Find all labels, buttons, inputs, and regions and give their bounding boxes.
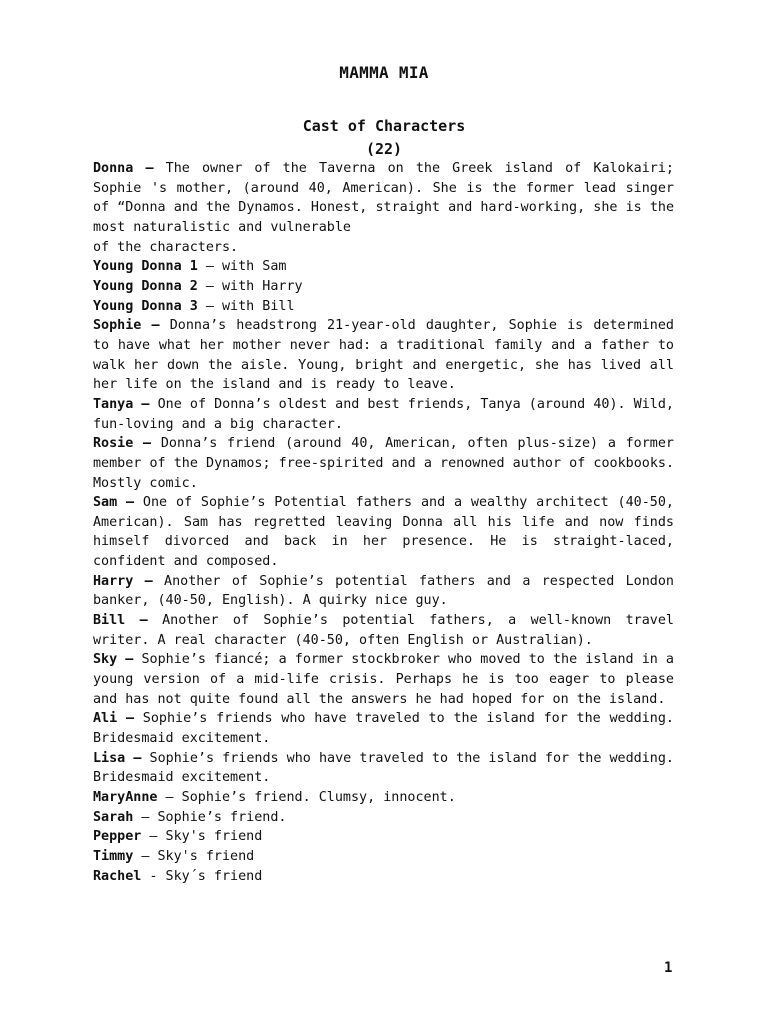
cast-entry-young-donna-3 <box>93 297 674 317</box>
cast-entry-sam <box>93 493 674 572</box>
cast-entry-lisa <box>93 749 674 788</box>
character-description: Another of Sophie’s potential fathers, a well-known travel writer. A real character (40-50, often English or Australian). <box>93 613 674 648</box>
character-name: Rosie – <box>93 436 152 452</box>
cast-entry-harry <box>93 572 674 611</box>
cast-entry-pepper <box>93 827 674 847</box>
character-description: Sophie’s fiancé; a former stockbroker who moved to the island in a young version of a mid-life crisis. Perhaps he is too eager to please and has not quite found all the answers he had hoped for on the island. <box>93 652 674 707</box>
cast-entry-rosie <box>93 434 674 493</box>
character-description: Donna’s headstrong 21-year-old daughter, Sophie is determined to have what her mother never had: a traditional family and a father to walk her down the aisle. Young, bright and energetic, she has lived all her life on the island and is ready to leave. <box>93 318 674 393</box>
cast-entry-maryanne <box>93 788 674 808</box>
character-description: - Sky´s friend <box>141 868 263 884</box>
character-description: Donna’s friend (around 40, American, often plus-size) a former member of the Dynamos; free-spirited and a renowned author of cookbooks. Mostly comic. <box>93 436 674 491</box>
cast-entry-young-donna-1 <box>93 257 674 277</box>
character-name: Young Donna 1 <box>93 259 198 275</box>
character-description: Sophie’s friends who have traveled to the island for the wedding. Bridesmaid excitement. <box>93 750 674 786</box>
character-name: MaryAnne <box>93 790 158 805</box>
character-description: The owner of the Taverna on the Greek island of Kalokairi; Sophie 's mother, (around 40, American). She is the former lead singer of “Donna and the Dynamos. Honest, straight and hard-working, she is the most naturalistic and vulnerable <box>93 161 674 235</box>
cast-entry-sarah <box>93 808 674 828</box>
page-number: 1 <box>664 960 673 976</box>
character-name: Young Donna 2 <box>93 278 198 294</box>
cast-entry-sophie <box>93 316 674 395</box>
character-name: Donna – <box>93 161 154 176</box>
character-description: – Sky's friend <box>133 848 255 864</box>
character-description: – Sophie’s friend. <box>133 809 287 825</box>
section-title: Cast of Characters <box>302 117 466 135</box>
character-name: Sam – <box>93 495 135 511</box>
character-description: – with Bill <box>197 298 295 314</box>
character-name: Lisa – <box>93 750 142 766</box>
cast-entry-tanya <box>93 395 674 434</box>
character-name: Ali – <box>93 711 135 727</box>
cast-entry-timmy <box>93 847 674 867</box>
character-description: Sophie’s friends who have traveled to the island for the wedding. Bridesmaid excitement. <box>93 711 674 747</box>
character-name: Bill – <box>93 613 148 629</box>
cast-entry-donna <box>93 159 674 257</box>
character-description: – with Sam <box>197 259 287 275</box>
cast-entry-rachel <box>93 867 674 887</box>
character-description-continuation: of the characters. <box>93 239 239 255</box>
character-description: – with Harry <box>197 278 303 294</box>
document-title: MAMMA MIA <box>339 63 429 82</box>
cast-entry-ali <box>93 709 674 748</box>
character-description: Another of Sophie’s potential fathers and a respected London banker, (40-50, English). A quirky nice guy. <box>93 573 674 609</box>
cast-entry-young-donna-2 <box>93 277 674 297</box>
character-description: – Sky's friend <box>141 829 263 845</box>
cast-entry-bill <box>93 611 674 650</box>
character-description: One of Sophie’s Potential fathers and a wealthy architect (40-50, American). Sam has regretted leaving Donna all his life and now finds himself divorced and back in her presence. He is straight-laced, confident and composed. <box>93 495 674 570</box>
cast-list <box>93 159 674 886</box>
character-name: Sarah <box>93 809 134 825</box>
cast-count: (22) <box>365 140 403 158</box>
character-description: One of Donna’s oldest and best friends, Tanya (around 40). Wild, fun-loving and a big character. <box>93 396 674 432</box>
character-name: Rachel <box>93 868 142 884</box>
character-name: Sophie – <box>93 318 160 334</box>
character-name: Harry – <box>93 573 153 589</box>
character-name: Young Donna 3 <box>93 298 198 314</box>
character-name: Sky – <box>93 652 134 668</box>
character-description: – Sophie’s friend. Clumsy, innocent. <box>157 790 456 805</box>
character-name: Pepper <box>93 829 142 845</box>
character-name: Timmy <box>93 848 134 864</box>
character-name: Tanya – <box>93 396 150 412</box>
cast-entry-sky <box>93 650 674 709</box>
